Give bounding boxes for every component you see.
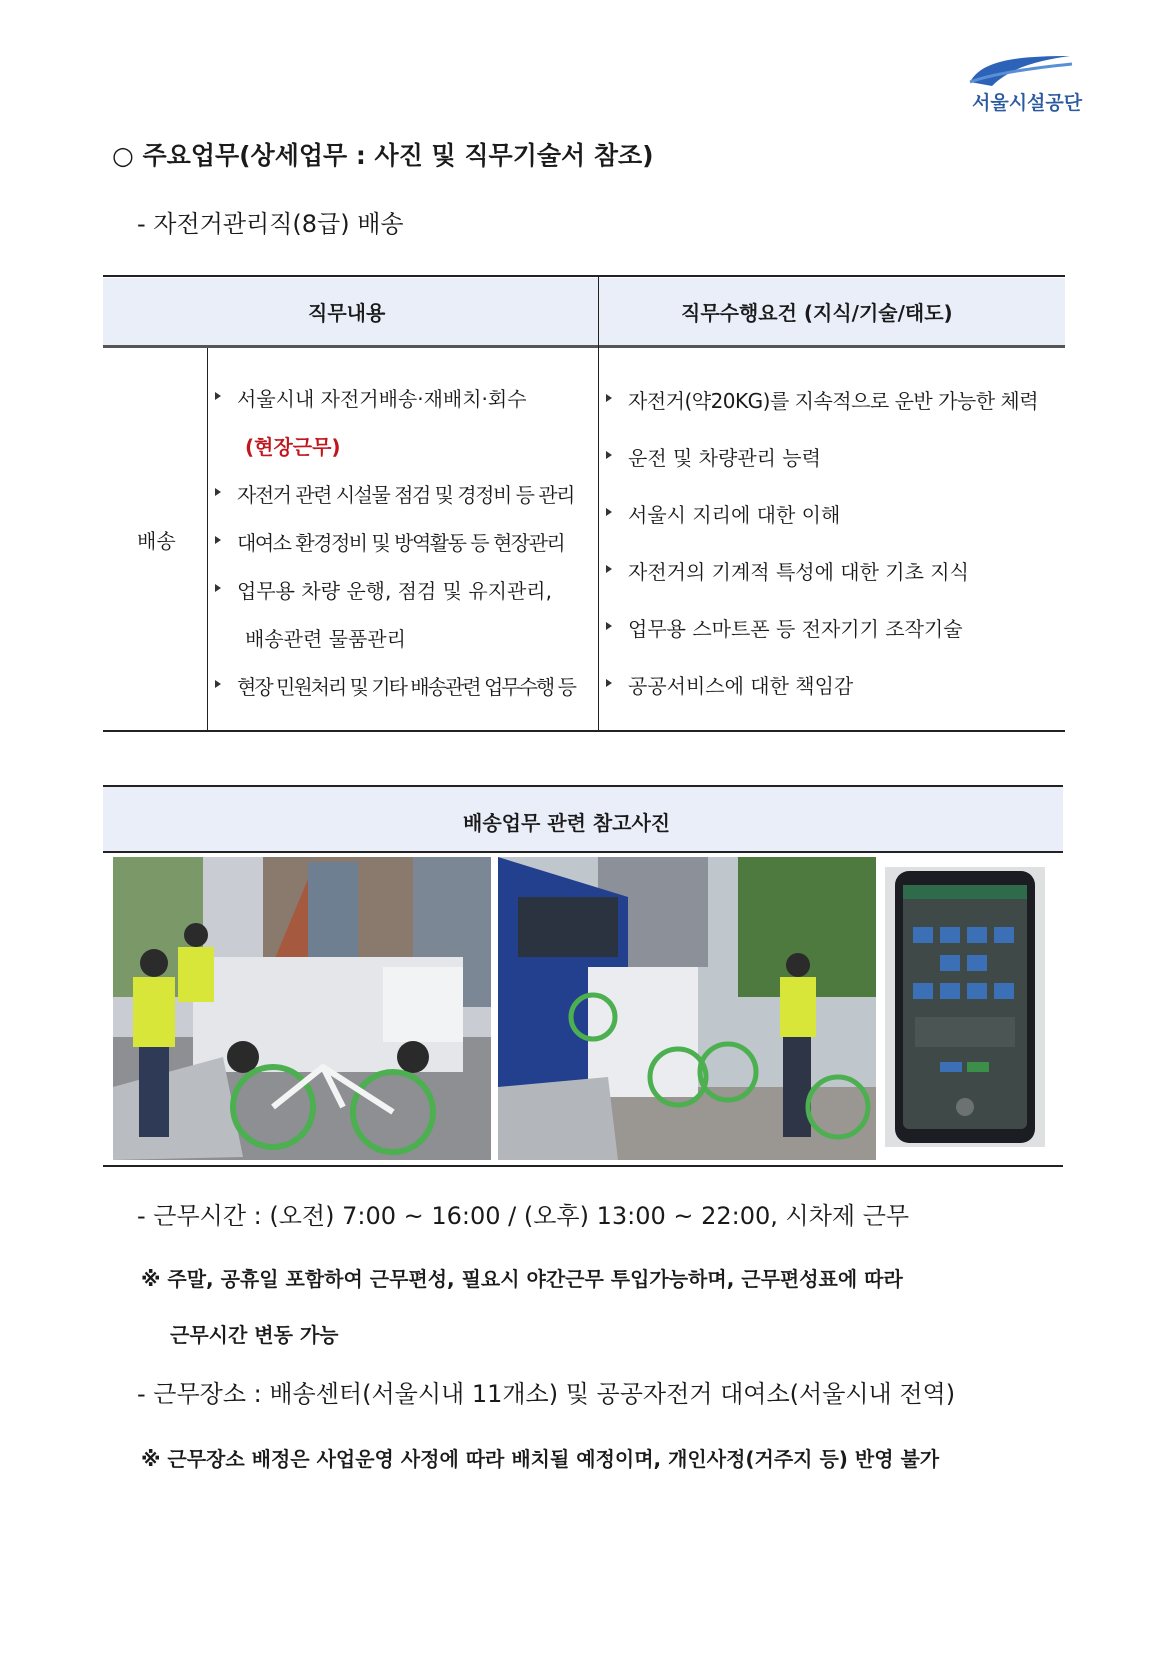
bullet-icon bbox=[215, 488, 221, 496]
list-item: 자전거 관련 시설물 점검 및 경정비 등 관리 bbox=[215, 479, 575, 527]
bullet-icon bbox=[215, 536, 221, 544]
header-divider bbox=[103, 851, 1063, 853]
list-item: 서울시내 자전거배송·재배치·회수 bbox=[215, 383, 575, 431]
seoul-facilities-logo bbox=[962, 52, 1082, 122]
photo-unloading-bus-image bbox=[498, 857, 876, 1160]
bullet-icon bbox=[606, 679, 612, 687]
bullet-icon bbox=[606, 451, 612, 459]
category-label: 배송 bbox=[137, 529, 176, 553]
bullet-icon bbox=[215, 584, 221, 592]
list-item-continued: (현장근무) bbox=[245, 435, 341, 459]
table-bottom-border bbox=[103, 1165, 1063, 1167]
table-bottom-border bbox=[103, 730, 1065, 732]
work-hours-note-continued: 근무시간 변동 가능 bbox=[170, 1323, 339, 1347]
list-item: 현장 민원처리 및 기타 배송관련 업무수행 등 bbox=[215, 671, 575, 719]
logo-wave-icon bbox=[962, 52, 1082, 92]
list-item: 대여소 환경정비 및 방역활동 등 현장관리 bbox=[215, 527, 575, 575]
main-heading: ○ 주요업무(상세업무 : 사진 및 직무기술서 참조) bbox=[112, 141, 654, 170]
photo-truck-loading bbox=[113, 857, 491, 1160]
list-item: 업무용 스마트폰 등 전자기기 조작기술 bbox=[606, 613, 1038, 670]
list-item: 업무용 차량 운행, 점검 및 유지관리, bbox=[215, 575, 575, 623]
photo-table bbox=[103, 785, 1063, 1167]
header-requirements: 직무수행요건 (지식/기술/태도) bbox=[681, 301, 953, 325]
list-item: 서울시 지리에 대한 이해 bbox=[606, 499, 1038, 556]
work-hours: - 근무시간 : (오전) 7:00 ~ 16:00 / (오후) 13:00 ~ 22:00, 시차제 근무 bbox=[137, 1202, 910, 1230]
photo-smartphone-app bbox=[885, 867, 1045, 1147]
photo-table-title: 배송업무 관련 참고사진 bbox=[463, 811, 671, 835]
work-location-note: ※ 근무장소 배정은 사업운영 사정에 따라 배치될 예정이며, 개인사정(거주지 등) 반영 불가 bbox=[141, 1447, 940, 1471]
photo-unloading-bus bbox=[498, 857, 876, 1160]
list-item-continued: 배송관련 물품관리 bbox=[245, 627, 406, 651]
duty-table bbox=[103, 275, 1065, 731]
photo-smartphone-image bbox=[885, 867, 1045, 1147]
table-top-border bbox=[103, 275, 1065, 277]
column-divider bbox=[598, 275, 599, 732]
bullet-icon bbox=[606, 565, 612, 573]
list-item: 공공서비스에 대한 책임감 bbox=[606, 670, 1038, 727]
list-item: 운전 및 차량관리 능력 bbox=[606, 442, 1038, 499]
header-divider bbox=[103, 345, 1065, 348]
list-item: 자전거의 기계적 특성에 대한 기초 지식 bbox=[606, 556, 1038, 613]
list-item: 자전거(약20KG)를 지속적으로 운반 가능한 체력 bbox=[606, 385, 1038, 442]
logo-text: 서울시설공단 bbox=[972, 92, 1083, 114]
category-divider bbox=[207, 348, 208, 732]
bullet-icon bbox=[606, 622, 612, 630]
duty-content-list bbox=[215, 383, 575, 719]
header-duty-content: 직무내용 bbox=[308, 301, 386, 325]
bullet-icon bbox=[606, 394, 612, 402]
work-hours-note: ※ 주말, 공휴일 포함하여 근무편성, 필요시 야간근무 투입가능하며, 근무편성표에 따라 bbox=[141, 1267, 903, 1291]
photo-truck-loading-image bbox=[113, 857, 491, 1160]
work-location: - 근무장소 : 배송센터(서울시내 11개소) 및 공공자전거 대여소(서울시내 전역) bbox=[137, 1380, 956, 1408]
sub-heading: - 자전거관리직(8급) 배송 bbox=[137, 210, 404, 238]
bullet-icon bbox=[215, 392, 221, 400]
requirements-list bbox=[606, 385, 1038, 727]
bullet-icon bbox=[606, 508, 612, 516]
bullet-icon bbox=[215, 680, 221, 688]
